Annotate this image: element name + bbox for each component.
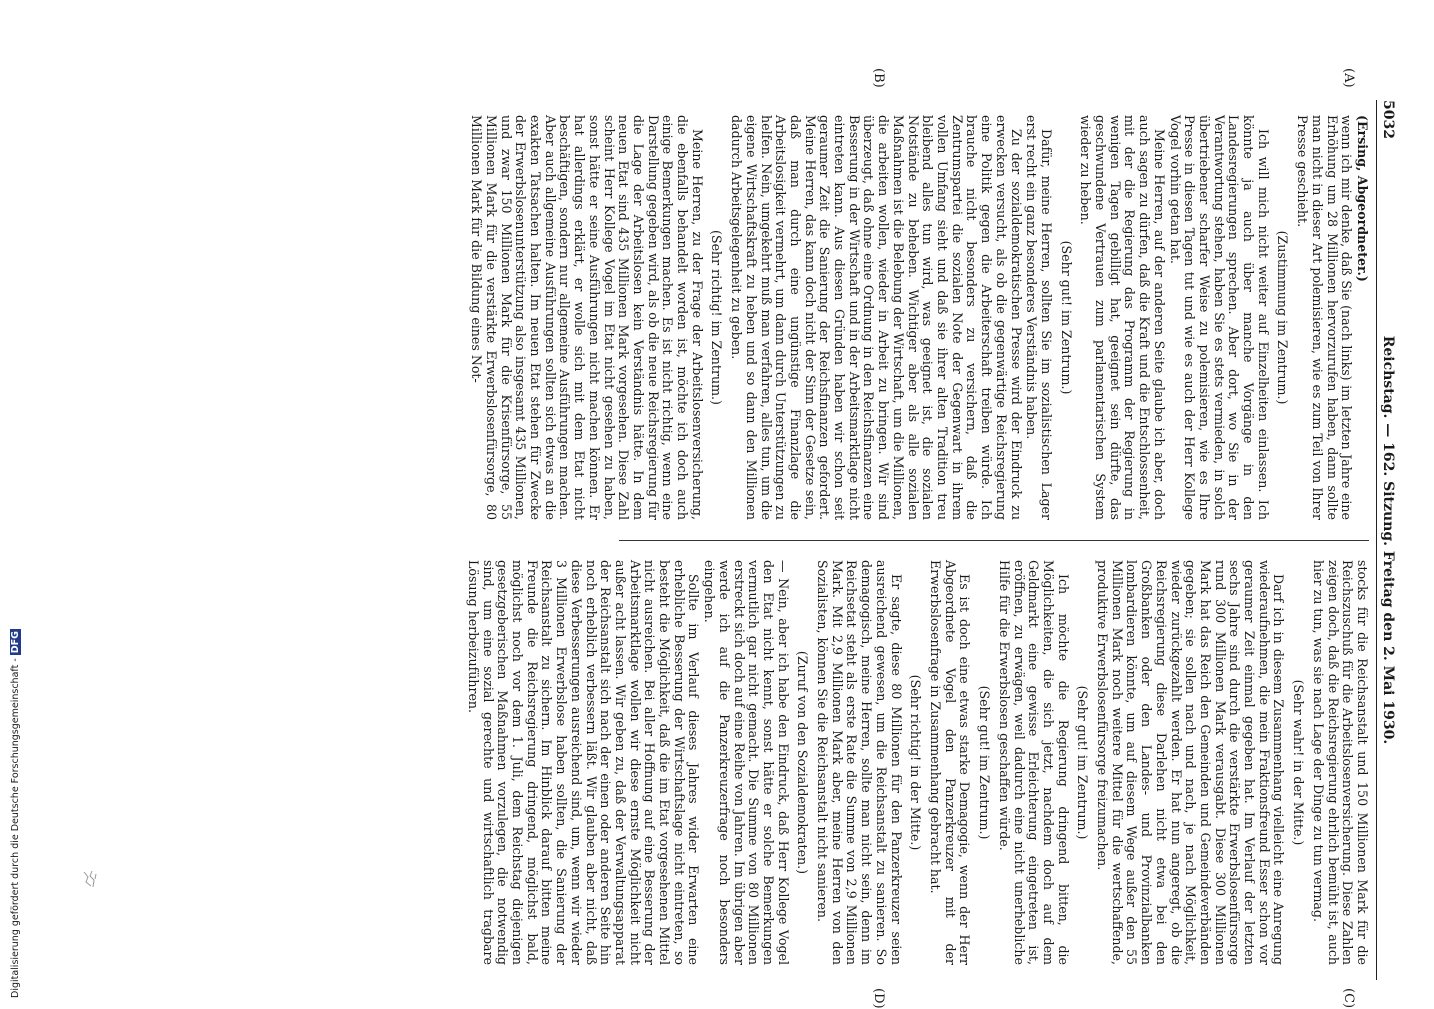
interjection: (Sehr wahr! in der Mitte.) bbox=[1291, 679, 1307, 846]
document-page bbox=[105, 68, 1396, 1009]
paragraph: Ich will mich nicht weiter auf Einzelheiten einlassen. Ich könnte ja auch über manche Vorgänge in den Landesregierungen sprechen. Aber dort, wo Sie in der Verantwortung stehen, haben Sie es stets vermieden, in solch übertriebener scharfer Weise zu polemisieren, wie es Ihre Presse in diesen Tagen tut und wie es auch der Herr Kollege Vogel vorhin getan hat. bbox=[1167, 115, 1271, 520]
page-number: 5032 bbox=[1380, 100, 1396, 139]
interjection: (Sehr richtig! in der Mitte.) bbox=[908, 674, 924, 851]
paragraph: Sollte im Verlauf dieses Jahres wider Erwarten eine erhebliche Besserung der Wirtschaftslage nicht eintreten, so besteht die Möglichkeit, daß die im Etat vorgesehenen Mittel nicht ausreichen. Bei aller Hoffnung auf eine Besserung der Arbeitsmarktlage wollen wir diese ernste Möglichkeit nicht außer acht lassen. Wir geben zu, daß der Verwaltungsapparat der Reichsanstalt sich nach der einen oder anderen Seite hin noch erheblich verbessern läßt. Wir glauben aber nicht, daß diese Verbesserungen ausreichend sind, um, wenn wir wieder 3 Millionen Erwerbslose haben sollten, die Sanierung der Reichsanstalt zu sichern. Im Hinblick darauf bitten meine Freunde die Reichsregierung dringend, möglichst bald, möglichst noch vor dem 1. Juli, dem Reichstag diejenigen gesetzgeberischen Maßnahmen vorzulegen, die notwendig sind, um eine sozial gerechte und wirtschaftlich tragbare Lösung herbeizuführen. bbox=[465, 560, 702, 965]
interjection: (Sehr gut! im Zentrum.) bbox=[977, 685, 993, 840]
margin-marker-d: (D) bbox=[871, 988, 886, 1009]
interjection: (Sehr gut! im Zentrum.) bbox=[1075, 685, 1091, 840]
paragraph: Dafür, meine Herren, sollten Sie im sozialistischen Lager erst recht ein ganz besonderes Verständnis haben. bbox=[1024, 115, 1054, 520]
interjection: (Zustimmung im Zentrum.) bbox=[1275, 230, 1291, 405]
interjection: (Sehr gut! im Zentrum.) bbox=[1058, 240, 1074, 395]
library-stamp-mark bbox=[80, 868, 100, 890]
paragraph: Darf ich in diesem Zusammenhang vielleicht eine Anregung wiederaufnehmen, die mein Fraktionsfreund Esser schon vor geraumer Zeit einmal gegeben hat. Im Verlauf der letzten sechs Jahre sind durch die verstärkte Erwerbslosenfürsorge rund 300 Millionen Mark verausgabt. Diese 300 Millionen Mark hat das Reich den Gemeinden und Gemeindeverbänden gegeben; sie sollen nach und nach, je nach Möglichkeit, wieder zurückgezahlt werden. Er hat nun angeregt, ob die Reichsregierung diese Darlehen nicht etwa bei den Großbanken oder den Landes- und Provinzialbanken lombardieren könnte, um auf diesem Wege außer den 55 Millionen Mark noch weitere Mittel für die wertschaffende, produktive Erwerbslosenfürsorge freizumachen. bbox=[1095, 560, 1287, 965]
margin-marker-b: (B) bbox=[871, 68, 886, 88]
paragraph: Es ist doch eine etwas starke Demagogie, wenn der Herr Abgeordnete Vogel den Panzerkreuzer mit der Erwerbslosenfrage in Zusammenhang gebracht hat. bbox=[928, 560, 973, 965]
page-header bbox=[1376, 100, 1395, 980]
interjection: (Zuruf von den Sozialdemokraten.) bbox=[795, 650, 811, 875]
paragraph: stocks für die Reichsanstalt und 150 Millionen Mark für die Reichszuschuß für die Arbeitslosenversicherung. Diese Zahlen zeigen doch, daß die Reichsregierung ehrlich bemüht ist, auch hier zu tun, was sie nach Lage der Dinge zu tun vermag. bbox=[1310, 560, 1370, 965]
digitization-credit bbox=[10, 629, 21, 998]
column-divider bbox=[619, 540, 1369, 541]
credit-text: Digitalisierung gefördert durch die Deutsche Forschungsgemeinschaft - bbox=[10, 658, 21, 998]
paragraph: Zu der sozialdemokratischen Presse wird der Eindruck zu erwecken versucht, als ob die gegenwärtige Reichsregierung eine Politik gegen die Arbeiterschaft treiben würde. Ich brauche nicht besonders zu versichern, daß die Zentrumspartei die sozialen Note der Gegenwart in ihrem vollen Umfang sieht und daß sie ihrer alten Tradition treu bleibend alles tun wird, was geeignet ist, die sozialen Notstände zu beheben. Wichtiger aber als alle sozialen Maßnahmen ist die Belebung der Wirtschaft, um die Millionen, die arbeiten wollen, wieder in Arbeit zu bringen. Wir sind überzeugt, daß ohne eine Ordnung in den Reichsfinanzen eine Besserung in der Wirtschaft und in der Arbeitsmarktlage nicht eintreten kann. Aus diesen Gründen haben wir schon seit geraumer Zeit die Sanierung der Reichsfinanzen gefordert. Meine Herren, das kann doch nicht der Sinn der Gesetze sein, daß man durch eine ungünstige Finanzlage die Arbeitslosigkeit vermehrt, um dann durch Unterstützungen zu helfen. Nein, umgekehrt muß man verfahren, alles tun, um die eigene Wirtschaftskraft zu heben und so dann den Millionen dadurch Arbeitsgelegenheit zu geben. bbox=[729, 115, 1024, 520]
dfg-logo: DFG bbox=[10, 631, 21, 654]
right-column bbox=[464, 560, 1369, 965]
paragraph: wenn ich mir denke, daß Sie (nach links) im letzten Jahre eine Erhöhung um 28 Millionen hervorzurufen haben, dann sollte man nicht in dieser Art polemisieren, wie es zum Teil von Ihrer Presse geschieht. bbox=[1295, 115, 1355, 520]
paragraph: — Nein, aber ich habe den Eindruck, daß Herr Kollege Vogel den Etat nicht kennt, sonst hätte er solche Bemerkungen vermutlich gar nicht gemacht. Die Summe von 80 Millionen erstreckt sich doch auf eine Reihe von Jahren. Im übrigen aber werde ich auf die Panzerkreuzerfrage noch besonders eingehen. bbox=[702, 560, 791, 965]
left-column bbox=[468, 115, 1369, 520]
paragraph: Meine Herren, auf der anderen Seite glaube ich aber, doch auch sagen zu dürfen, daß die Kraft und die Entschlossenheit, mit der die Regierung das Programm der Regierung in wenigen Tagen gebilligt hat, geeignet sein dürfte, das geschwundene Vertrauen zum parlamentarischen System wieder zu heben. bbox=[1078, 115, 1167, 520]
page-title: Reichstag. — 162. Sitzung. Freitag den 2. Mai 1930. bbox=[1380, 335, 1396, 745]
margin-marker-c: (C) bbox=[1341, 988, 1356, 1009]
speaker-label: (Ersing, Abgeordneter.) bbox=[1355, 115, 1370, 282]
paragraph: Er sagte, diese 80 Millionen für den Panzerkreuzer seien ausreichend gewesen, um die Reichsanstalt zu sanieren. So demagogisch, meine Herren, sollte man nicht sein, denn im Reichsetat steht als erste Rate die Summe von 2,9 Millionen Mark. Mit 2,9 Millionen Mark aber, meine Herren von den Sozialisten, können Sie die Reichsanstalt nicht sanieren. bbox=[815, 560, 904, 965]
paragraph: Meine Herren, zu der Frage der Arbeitslosenversicherung, die ebenfalls behandelt worden ist, möchte ich doch auch einige Bemerkungen machen. Es ist nicht richtig, wenn eine Darstellung gegeben wird, als ob die neue Reichsregierung für die Lage der Arbeitslosen kein Verständnis hätte. In dem neuen Etat sind 435 Millionen Mark vorgesehen. Diese Zahl scheint Herr Kollege Vogel im Etat nicht gesehen zu haben, sonst hätte er seine Ausführungen nicht machen können. Er hat allerdings erklärt, er wolle sich mit dem Etat nicht beschäftigen, sondern nur allgemeine Ausführungen machen. Aber auch allgemeine Ausführungen sollten sich etwas an die exakten Tatsachen halten. Im neuen Etat stehen für Zwecke der Erwerbslosenunterstützung also insgesamt 435 Millionen, und zwar 150 Millionen Mark für die Krisenfürsorge, 55 Millionen Mark für die verstärkte Erwerbslosenfürsorge, 80 Millionen Mark für die Bildung eines Not- bbox=[469, 115, 705, 520]
interjection: (Sehr richtig! im Zentrum.) bbox=[709, 230, 725, 405]
paragraph: Ich möchte die Regierung dringend bitten, die Möglichkeiten, die sich jetzt, nachdem doch auf dem Geldmarkt eine gewisse Erleichterung eingetreten ist, eröffnen, zu erwägen, weil dadurch eine nicht unerhebliche Hilfe für die Erwerbslosen geschaffen würde. bbox=[996, 560, 1071, 965]
margin-marker-a: (A) bbox=[1341, 68, 1356, 88]
